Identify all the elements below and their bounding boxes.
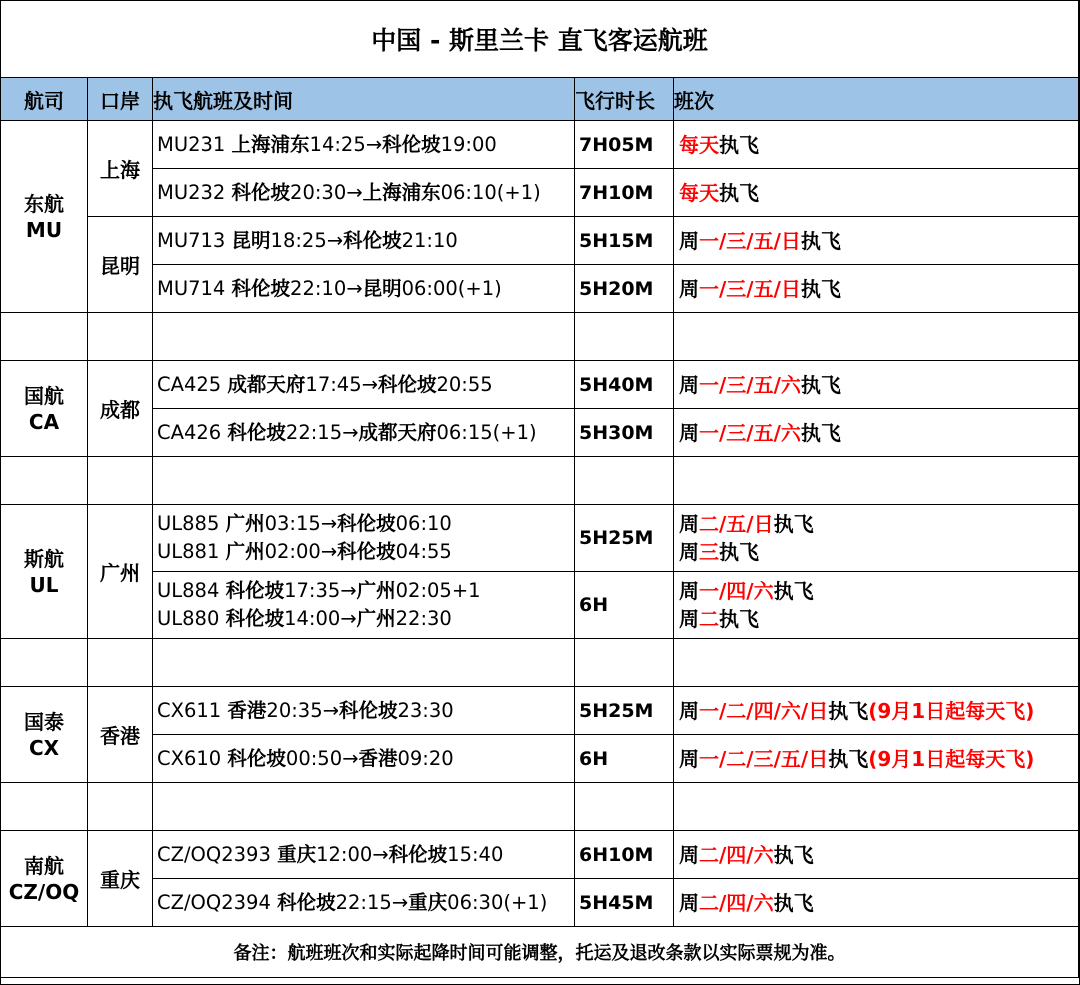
schedule-segment: 周 — [679, 420, 699, 445]
flight-number: CX610 — [157, 746, 222, 770]
table-row — [1, 879, 1079, 927]
destination-city: 科伦坡 — [343, 228, 402, 252]
flight-cell — [153, 572, 575, 639]
spacer-cell — [674, 639, 1079, 687]
schedule-segment: 三 — [699, 540, 719, 564]
flight-cell — [153, 735, 575, 783]
arrival-time: 23:30 — [397, 698, 454, 722]
airline-cell — [1, 361, 88, 457]
origin-city: 科伦坡 — [231, 180, 291, 204]
departure-time: 14:25 — [309, 132, 366, 156]
table-row — [1, 735, 1079, 783]
arrow-icon: → — [346, 276, 363, 300]
destination-city: 科伦坡 — [388, 842, 448, 866]
departure-time: 17:35 — [284, 579, 341, 602]
schedule-segment: 执飞 — [800, 372, 841, 397]
arrival-time: 06:10 — [395, 512, 452, 535]
arrow-icon: → — [391, 890, 409, 914]
schedule-segment: 执飞 — [828, 746, 869, 771]
flight-line — [157, 131, 574, 159]
schedule-segment: 执飞 — [828, 698, 869, 723]
header-schedule: 班次 — [674, 78, 1079, 121]
schedule-segment: 周 — [679, 540, 699, 564]
flight-line — [157, 227, 574, 255]
departure-time: 14:00 — [284, 607, 341, 630]
duration-cell: 6H — [575, 735, 674, 783]
origin-city: 科伦坡 — [231, 276, 291, 300]
departure-time: 17:45 — [305, 372, 362, 396]
arrival-time: 06:30(+1) — [447, 890, 548, 914]
flight-number: CA425 — [157, 372, 222, 396]
flight-line — [157, 275, 574, 303]
departure-time: 18:25 — [270, 228, 327, 252]
spacer-cell — [575, 639, 674, 687]
flight-number: MU714 — [157, 276, 226, 300]
departure-time: 20:35 — [266, 698, 323, 722]
arrival-time: 19:00 — [440, 132, 497, 156]
origin-city: 科伦坡 — [227, 420, 286, 444]
duration-cell: 7H10M — [575, 169, 674, 217]
table-row — [1, 361, 1079, 409]
spacer-row — [1, 639, 1079, 687]
schedule-segment: (9月1日起每天飞) — [868, 698, 1035, 723]
flight-line — [157, 697, 574, 725]
schedule-segment: 一/四/六 — [699, 579, 774, 603]
schedule-segment: 一/二/四/六/日 — [699, 698, 829, 723]
flight-number: UL885 — [157, 512, 220, 535]
schedule-segment: 周 — [679, 890, 699, 915]
spacer-cell — [153, 783, 575, 831]
schedule-line — [679, 697, 1078, 725]
schedule-line — [679, 538, 1078, 566]
destination-city: 广州 — [356, 607, 396, 630]
spacer-row — [1, 457, 1079, 505]
arrival-time: 20:55 — [436, 372, 493, 396]
airline-name: 国泰 — [24, 709, 64, 734]
table-row — [1, 265, 1079, 313]
origin-city: 科伦坡 — [225, 607, 285, 630]
arrow-icon: → — [346, 180, 363, 204]
arrival-time: 22:30 — [395, 607, 452, 630]
origin-city: 重庆 — [277, 842, 317, 866]
flight-line — [157, 179, 574, 207]
flight-line — [157, 577, 574, 605]
departure-time: 22:15 — [285, 420, 343, 444]
origin-city: 昆明 — [231, 228, 271, 252]
flight-cell — [153, 265, 575, 313]
flight-number: UL884 — [157, 579, 220, 602]
schedule-segment: 执飞 — [773, 842, 814, 867]
schedule-segment: 二/四/六 — [699, 890, 774, 915]
flight-cell — [153, 217, 575, 265]
flight-cell — [153, 409, 575, 457]
header-airline: 航司 — [1, 78, 88, 121]
schedule-segment: 执飞 — [800, 228, 841, 253]
schedule-segment: 执飞 — [800, 420, 841, 445]
schedule-segment: 二/五/日 — [699, 512, 774, 536]
schedule-segment: 执飞 — [719, 180, 759, 205]
flight-number: MU713 — [157, 228, 226, 252]
schedule-segment: 执飞 — [773, 579, 814, 603]
arrow-icon: → — [326, 228, 344, 252]
airline-name: 南航 — [24, 853, 64, 878]
arrival-time: 04:55 — [395, 540, 452, 563]
schedule-segment: 每天 — [679, 132, 719, 157]
flight-line — [157, 510, 574, 538]
arrival-time: 15:40 — [447, 842, 504, 866]
schedule-line — [679, 605, 1078, 633]
destination-city: 科伦坡 — [377, 372, 437, 396]
airline-cell — [1, 687, 88, 783]
departure-time: 03:15 — [264, 512, 321, 535]
flight-line — [157, 538, 574, 566]
schedule-segment: 二/四/六 — [699, 842, 774, 867]
arrow-icon: → — [320, 540, 338, 563]
origin-city: 广州 — [225, 540, 265, 563]
header-duration: 飞行时长 — [575, 78, 674, 121]
spacer-cell — [674, 457, 1079, 505]
schedule-cell — [674, 735, 1079, 783]
schedule-cell — [674, 831, 1079, 879]
schedule-segment: 一/三/五/日 — [699, 276, 801, 301]
airline-cell — [1, 505, 88, 639]
table-row — [1, 169, 1079, 217]
flight-cell — [153, 169, 575, 217]
schedule-segment: 执飞 — [773, 890, 814, 915]
schedule-segment: 一/三/五/日 — [699, 228, 801, 253]
destination-city: 科伦坡 — [337, 512, 396, 535]
header-row — [1, 78, 1079, 121]
flight-cell — [153, 505, 575, 572]
schedule-line — [679, 275, 1078, 303]
arrival-time: 06:15(+1) — [436, 420, 537, 444]
schedule-segment: 执飞 — [719, 540, 759, 564]
table-row — [1, 217, 1079, 265]
duration-cell: 5H20M — [575, 265, 674, 313]
departure-time: 02:00 — [264, 540, 321, 563]
destination-city: 香港 — [358, 746, 398, 770]
origin-city: 成都天府 — [227, 372, 306, 396]
table-row — [1, 572, 1079, 639]
flight-line — [157, 745, 574, 773]
page-title: 中国 - 斯里兰卡 直飞客运航班 — [1, 1, 1079, 78]
spacer-cell — [88, 639, 153, 687]
airline-code: UL — [29, 572, 59, 597]
schedule-segment: 一/二/三/五/日 — [699, 746, 829, 771]
flight-cell — [153, 361, 575, 409]
destination-city: 重庆 — [408, 890, 448, 914]
port-cell: 重庆 — [88, 831, 153, 927]
arrow-icon: → — [340, 579, 357, 602]
schedule-segment: 每天 — [679, 180, 719, 205]
flight-number: MU231 — [157, 132, 226, 156]
schedule-cell — [674, 687, 1079, 735]
spacer-cell — [153, 313, 575, 361]
arrow-icon: → — [361, 372, 378, 396]
origin-city: 科伦坡 — [227, 746, 286, 770]
spacer-cell — [88, 783, 153, 831]
schedule-segment: 执飞 — [719, 607, 759, 631]
spacer-cell — [153, 457, 575, 505]
duration-cell: 5H40M — [575, 361, 674, 409]
schedule-line — [679, 419, 1078, 447]
table-row — [1, 831, 1079, 879]
schedule-segment: 周 — [679, 276, 699, 301]
schedule-line — [679, 510, 1078, 538]
destination-city: 上海浦东 — [362, 180, 441, 204]
footnote: 备注：航班班次和实际起降时间可能调整，托运及退改条款以实际票规为准。 — [1, 927, 1079, 978]
destination-city: 昆明 — [362, 276, 402, 300]
schedule-segment: 执飞 — [800, 276, 841, 301]
airline-code: MU — [25, 217, 63, 242]
duration-cell: 5H30M — [575, 409, 674, 457]
airline-name: 东航 — [24, 191, 64, 216]
destination-city: 成都天府 — [358, 420, 437, 444]
spacer-cell — [674, 783, 1079, 831]
arrow-icon: → — [320, 512, 338, 535]
schedule-segment: 执飞 — [773, 512, 814, 536]
flight-cell — [153, 121, 575, 169]
duration-cell: 7H05M — [575, 121, 674, 169]
arrival-time: 06:00(+1) — [401, 276, 502, 300]
schedule-line — [679, 745, 1078, 773]
departure-time: 22:10 — [290, 276, 347, 300]
flight-number: UL880 — [157, 607, 220, 630]
flight-line — [157, 371, 574, 399]
origin-city: 广州 — [225, 512, 265, 535]
schedule-line — [679, 179, 1078, 207]
schedule-line — [679, 577, 1078, 605]
spacer-cell — [153, 639, 575, 687]
destination-city: 科伦坡 — [337, 540, 396, 563]
arrival-time: 06:10(+1) — [440, 180, 541, 204]
arrow-icon: → — [342, 420, 359, 444]
departure-time: 22:15 — [335, 890, 392, 914]
arrow-icon: → — [372, 842, 389, 866]
schedule-cell — [674, 409, 1079, 457]
port-cell: 成都 — [88, 361, 153, 457]
schedule-segment: (9月1日起每天飞) — [868, 746, 1035, 771]
schedule-segment: 周 — [679, 698, 699, 723]
flight-number: CA426 — [157, 420, 222, 444]
schedule-segment: 一/三/五/六 — [699, 372, 801, 397]
table-row — [1, 121, 1079, 169]
flight-line — [157, 419, 574, 447]
origin-city: 科伦坡 — [225, 579, 285, 602]
schedule-cell — [674, 572, 1079, 639]
schedule-segment: 周 — [679, 842, 699, 867]
schedule-segment: 执飞 — [719, 132, 759, 157]
duration-cell: 6H — [575, 572, 674, 639]
origin-city: 上海浦东 — [231, 132, 310, 156]
table-row — [1, 409, 1079, 457]
header-port: 口岸 — [88, 78, 153, 121]
arrow-icon: → — [340, 607, 357, 630]
flight-number: CZ/OQ2393 — [157, 842, 271, 866]
schedule-segment: 周 — [679, 372, 699, 397]
destination-city: 广州 — [356, 579, 396, 602]
schedule-line — [679, 841, 1078, 869]
flight-line — [157, 605, 574, 633]
flight-number: MU232 — [157, 180, 226, 204]
schedule-line — [679, 227, 1078, 255]
airline-cell — [1, 121, 88, 313]
departure-time: 20:30 — [290, 180, 347, 204]
schedule-cell — [674, 265, 1079, 313]
duration-cell: 5H25M — [575, 687, 674, 735]
spacer-cell — [575, 783, 674, 831]
airline-cell — [1, 831, 88, 927]
schedule-line — [679, 371, 1078, 399]
airline-name: 国航 — [24, 383, 64, 408]
port-cell: 上海 — [88, 121, 153, 217]
origin-city: 香港 — [227, 698, 267, 722]
schedule-segment: 周 — [679, 228, 699, 253]
origin-city: 科伦坡 — [277, 890, 336, 914]
flight-number: UL881 — [157, 540, 220, 563]
spacer-cell — [88, 457, 153, 505]
schedule-cell — [674, 361, 1079, 409]
arrival-time: 02:05+1 — [395, 579, 481, 602]
duration-cell: 5H45M — [575, 879, 674, 927]
flight-line — [157, 889, 574, 917]
airline-code: CA — [28, 409, 60, 434]
port-cell: 广州 — [88, 505, 153, 639]
title-row — [1, 1, 1079, 78]
arrival-time: 09:20 — [397, 746, 454, 770]
schedule-segment: 周 — [679, 579, 699, 603]
flight-cell — [153, 687, 575, 735]
header-flights: 执飞航班及时间 — [153, 78, 575, 121]
schedule-line — [679, 889, 1078, 917]
spacer-cell — [1, 457, 88, 505]
spacer-cell — [575, 313, 674, 361]
airline-name: 斯航 — [24, 546, 64, 571]
arrow-icon: → — [342, 746, 359, 770]
airline-code: CZ/OQ — [8, 879, 80, 904]
schedule-segment: 周 — [679, 607, 699, 631]
departure-time: 00:50 — [285, 746, 343, 770]
schedule-cell — [674, 505, 1079, 572]
departure-time: 12:00 — [316, 842, 373, 866]
duration-cell: 5H25M — [575, 505, 674, 572]
destination-city: 科伦坡 — [338, 698, 398, 722]
arrow-icon: → — [365, 132, 383, 156]
airline-code: CX — [28, 735, 60, 760]
table-row — [1, 505, 1079, 572]
spacer-cell — [1, 783, 88, 831]
spacer-cell — [674, 313, 1079, 361]
spacer-cell — [88, 313, 153, 361]
schedule-cell — [674, 879, 1079, 927]
destination-city: 科伦坡 — [382, 132, 441, 156]
schedule-body — [1, 1, 1079, 978]
port-cell: 香港 — [88, 687, 153, 783]
schedule-segment: 一/三/五/六 — [699, 420, 801, 445]
arrival-time: 21:10 — [401, 228, 458, 252]
flight-number: CZ/OQ2394 — [157, 890, 271, 914]
duration-cell: 5H15M — [575, 217, 674, 265]
schedule-segment: 周 — [679, 512, 699, 536]
arrow-icon: → — [322, 698, 339, 722]
spacer-cell — [1, 639, 88, 687]
schedule-cell — [674, 217, 1079, 265]
table-row — [1, 687, 1079, 735]
schedule-segment: 二 — [699, 607, 719, 631]
flight-number: CX611 — [157, 698, 222, 722]
duration-cell: 6H10M — [575, 831, 674, 879]
port-cell: 昆明 — [88, 217, 153, 313]
spacer-row — [1, 313, 1079, 361]
flight-cell — [153, 879, 575, 927]
spacer-cell — [575, 457, 674, 505]
spacer-row — [1, 783, 1079, 831]
schedule-cell — [674, 121, 1079, 169]
spacer-cell — [1, 313, 88, 361]
flight-line — [157, 841, 574, 869]
schedule-line — [679, 131, 1078, 159]
schedule-segment: 周 — [679, 746, 699, 771]
schedule-cell — [674, 169, 1079, 217]
flight-cell — [153, 831, 575, 879]
note-row — [1, 927, 1079, 978]
